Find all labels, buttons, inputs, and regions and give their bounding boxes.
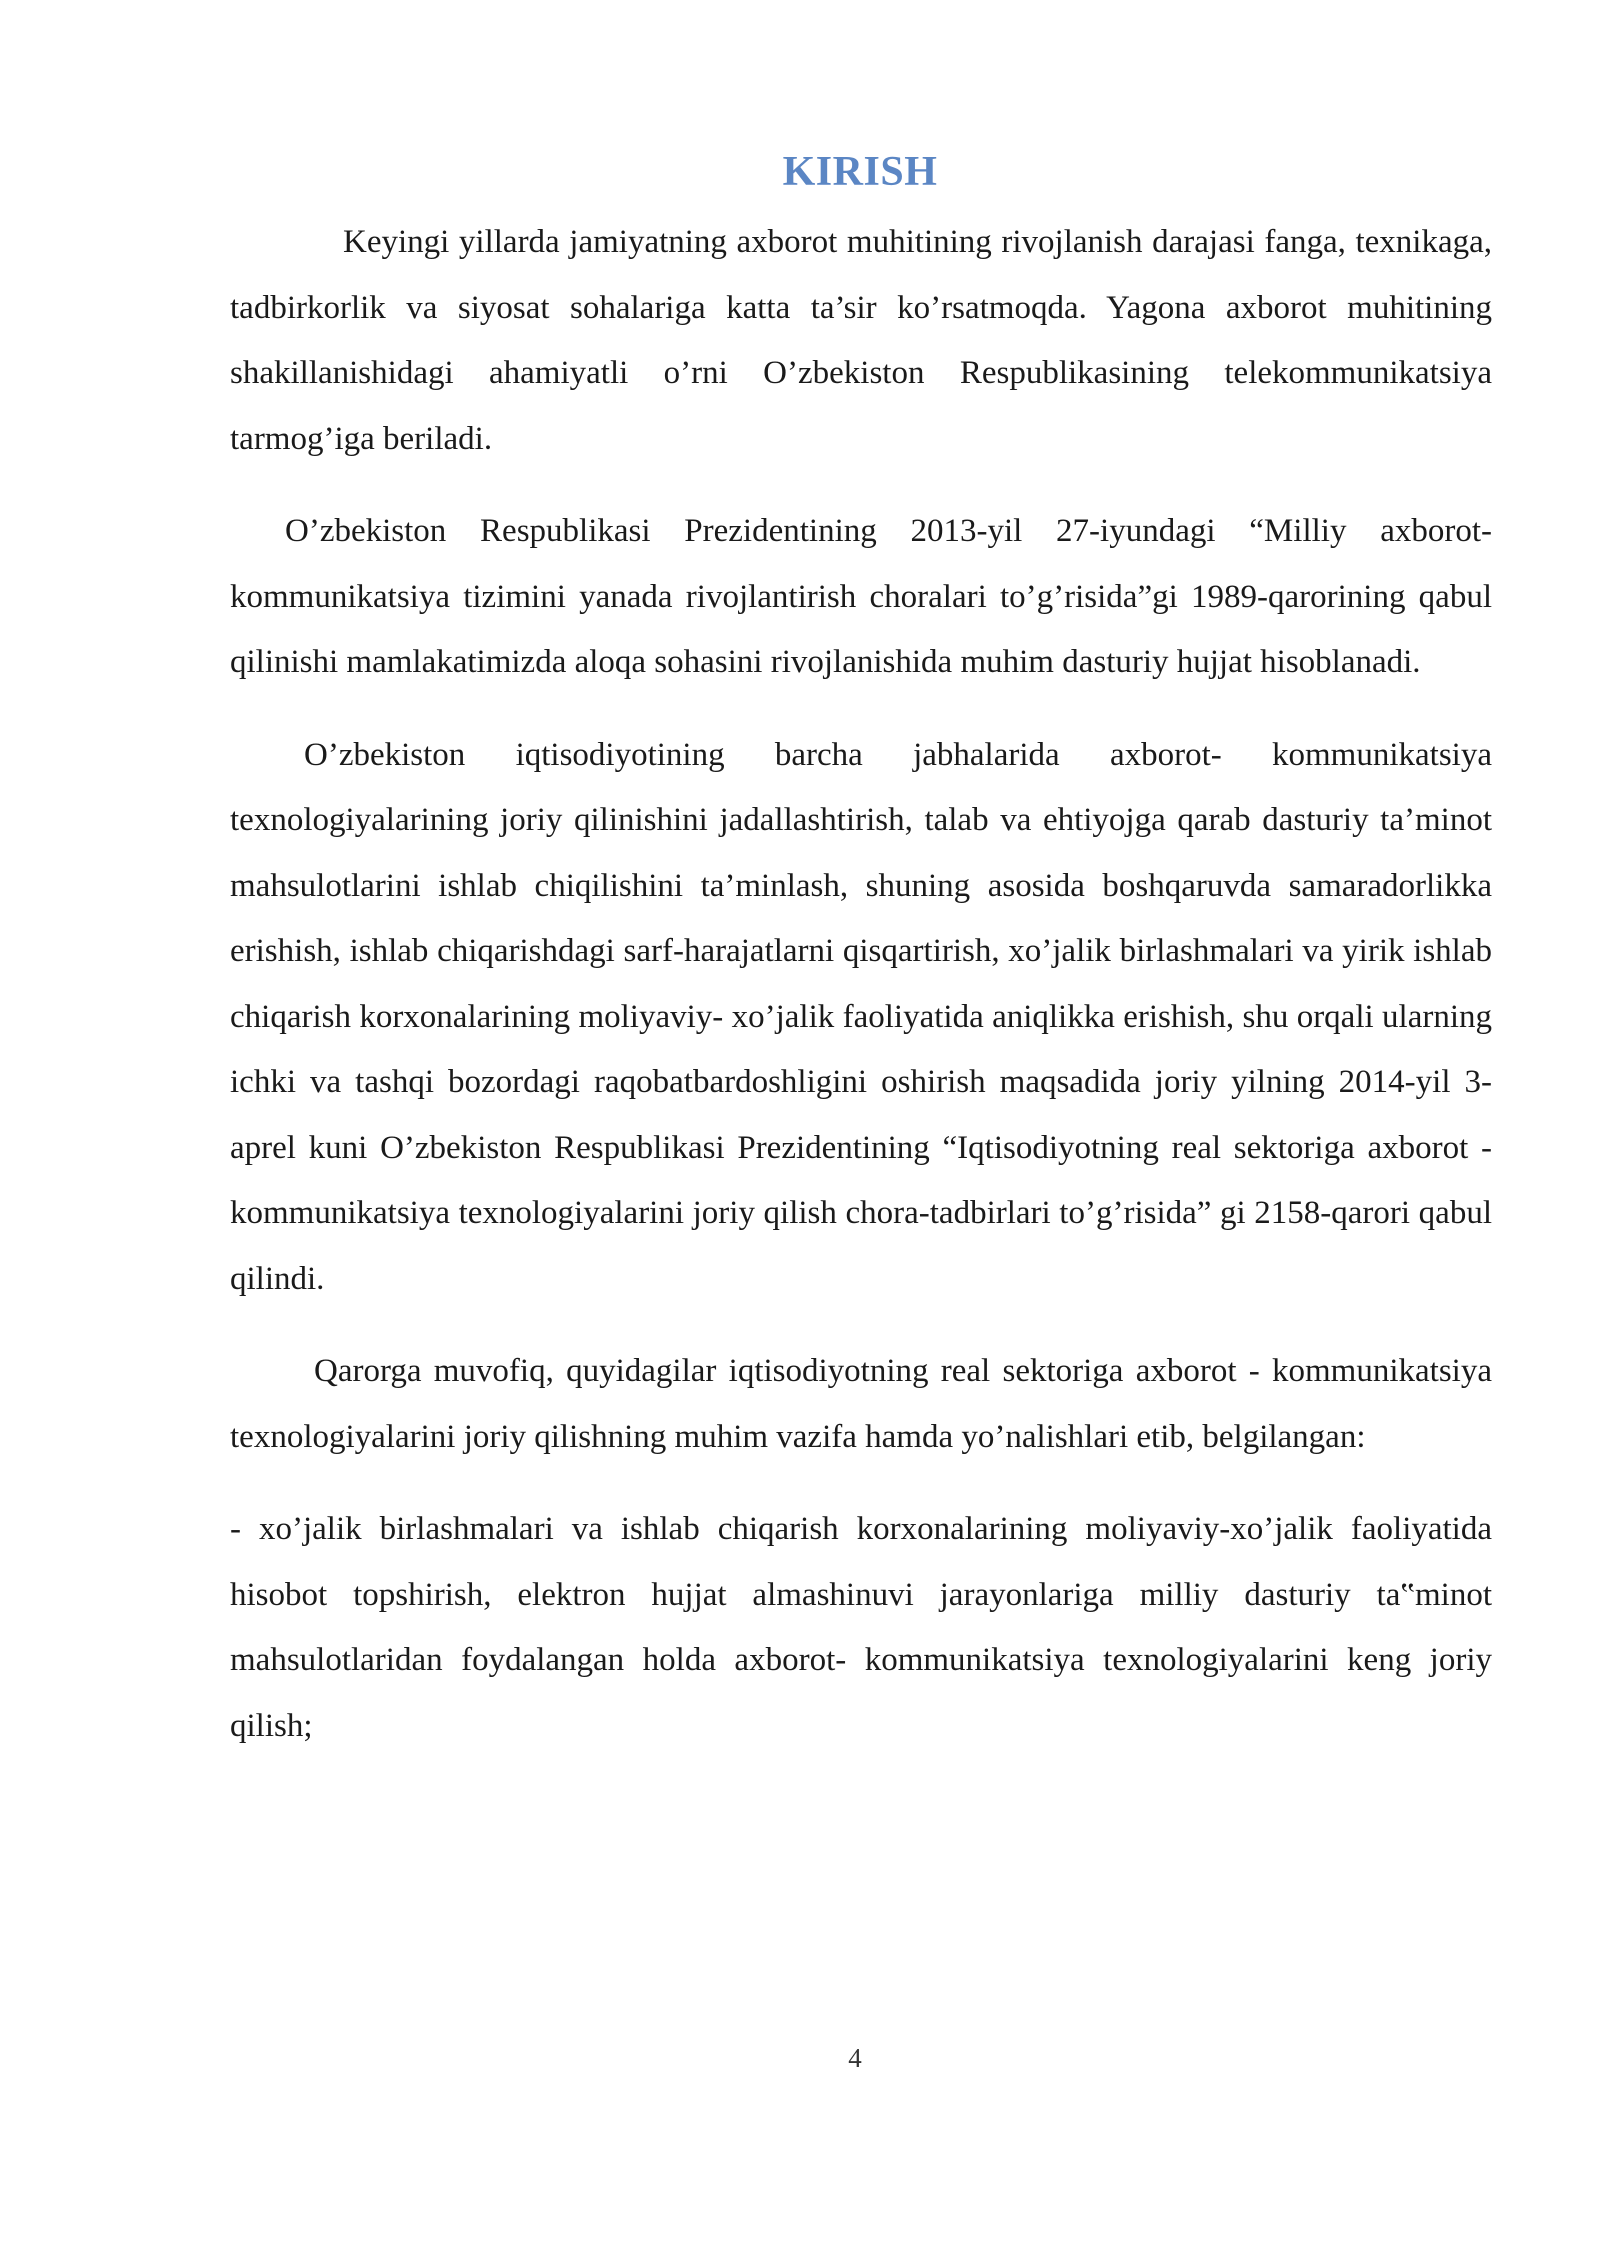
paragraph-presidential-decree-2013: O’zbekiston Respublikasi Prezidentining 2013-yil 27-iyundagi “Milliy axborot-kommunikatsiya tizimini yanada rivojlantirish choralari to’g’risida”gi 1989-qarorining qabul qilinishi mamlakatimizda aloqa sohasini rivojlanishida muhim dasturiy hujjat hisoblanadi.: [230, 513, 1492, 680]
paragraph-intro: Keyingi yillarda jamiyatning axborot muhitining rivojlanish darajasi fanga, texnikaga, tadbirkorlik va siyosat sohalariga katta ta’sir ko’rsatmoqda. Yagona axborot muhitining shakillanishidagi ahamiyatli o’rni O’zbekiston Respublikasining telekommunikatsiya tarmog’iga beriladi.: [230, 224, 1492, 457]
section-heading: KIRISH: [782, 149, 938, 195]
list-item: - xo’jalik birlashmalari va ishlab chiqarish korxonalarining moliyaviy-xo’jalik faoliyatida hisobot topshirish, elektron hujjat almashinuvi jarayonlariga milliy dasturiy ta‟minot mahsulotlaridan foydalangan holda axborot- kommunikatsiya texnologiyalarini keng joriy qilish;: [230, 1511, 1492, 1744]
paragraph-tasks-intro: Qarorga muvofiq, quyidagilar iqtisodiyotning real sektoriga axborot - kommunikatsiya texnologiyalarini joriy qilishning muhim vazifa hamda yo’nalishlari etib, belgilangan:: [230, 1353, 1492, 1455]
page-number: 4: [848, 2043, 862, 2073]
body-text: [230, 210, 1492, 1759]
paragraph-presidential-decree-2014: O’zbekiston iqtisodiyotining barcha jabhalarida axborot- kommunikatsiya texnologiyalarining joriy qilinishini jadallashtirish, talab va ehtiyojga qarab dasturiy ta’minot mahsulotlarini ishlab chiqilishini ta’minlash, shuning asosida boshqaruvda samaradorlikka erishish, ishlab chiqarishdagi sarf-harajatlarni qisqartirish, xo’jalik birlashmalari va yirik ishlab chiqarish korxonalarining moliyaviy- xo’jalik faoliyatida aniqlikka erishish, shu orqali ularning ichki va tashqi bozordagi raqobatbardoshligini oshirish maqsadida joriy yilning 2014-yil 3-aprel kuni O’zbekiston Respublikasi Prezidentining “Iqtisodiyotning real sektoriga axborot - kommunikatsiya texnologiyalarini joriy qilish chora-tadbirlari to’g’risida” gi 2158-qarori qabul qilindi.: [230, 736, 1492, 1297]
